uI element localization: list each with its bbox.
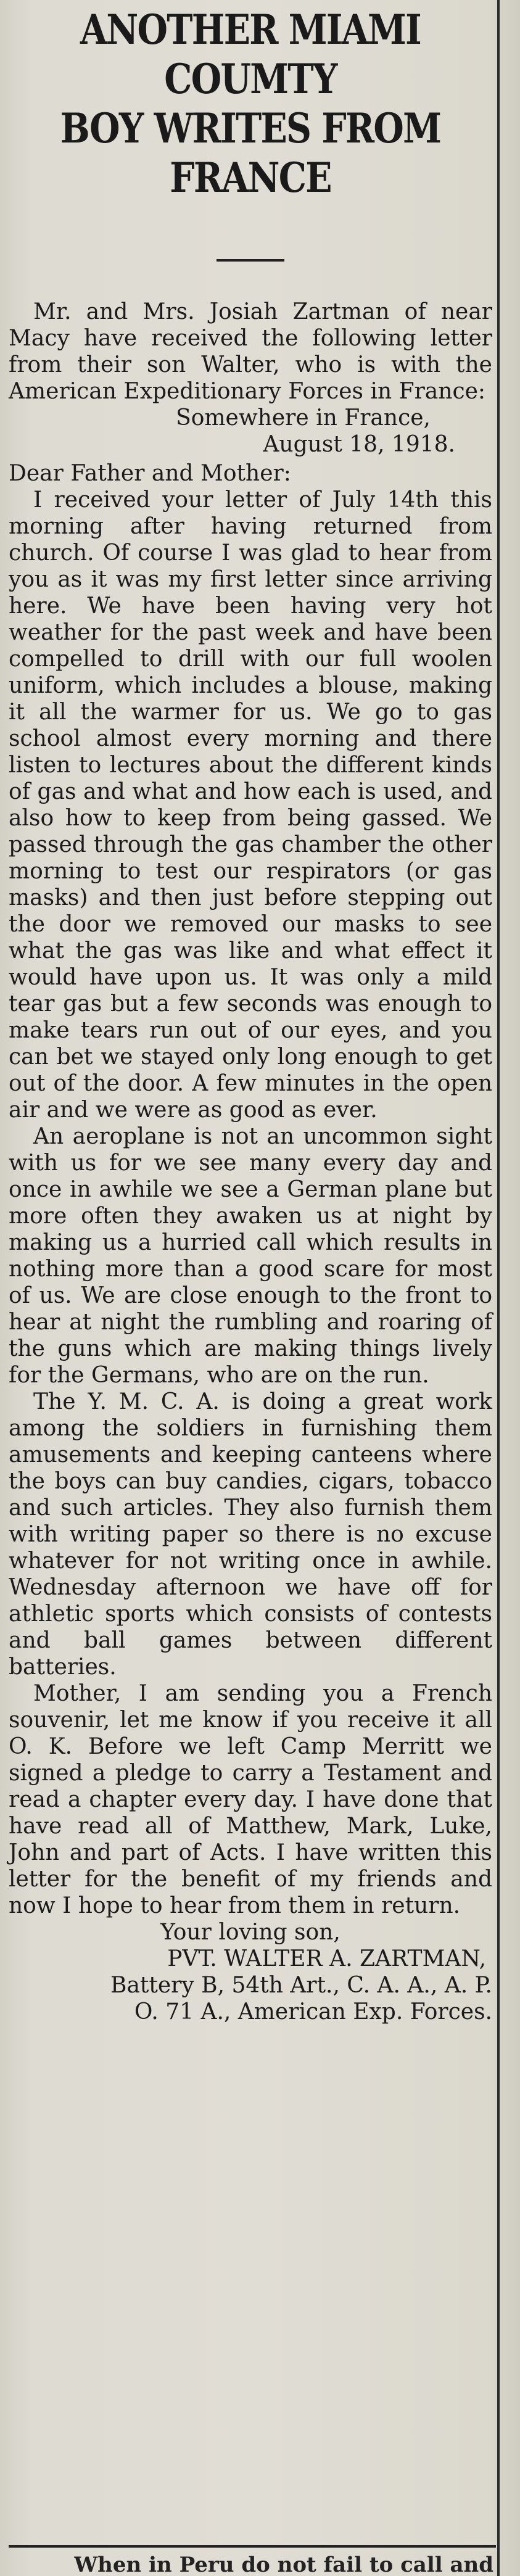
headline-line-1: ANOTHER MIAMI COUMTY — [80, 6, 421, 103]
letter-paragraph-1: I received your letter of July 14th this morning after having returned from church. Of course I was glad to hear from you as it was my first letter since arriving here. We have been having very hot weather for the past week and have been compelled to drill with our full woolen uniform, which includes a blouse, making it all the warmer for us. We go to gas school almost every morning and there listen to lectures about the different kinds of gas and what and how each is used, and also how to keep from being gassed. We passed through the gas chamber the other morning to test our respirators (or gas masks) and then just before stepping out the door we removed our masks to see what the gas was like and what effect it would have upon us. It was only a mild tear gas but a few seconds was enough to make tears run out of our eyes, and you can bet we stayed only long enough to get out of the door. A few minutes in the open air and we were as good as ever. — [9, 487, 492, 1123]
letter-paragraph-4: Mother, I am sending you a French souvenir, let me know if you receive it all O. K. Before we left Camp Merritt we signed a pledge to carry a Testament and read a chapter every day. I have done that have read all of Matthew, Mark, Luke, John and part of Acts. I have written this letter for the benefit of my friends and now I hope to hear from them in return. — [9, 1681, 492, 1918]
column-rule — [497, 0, 500, 2576]
letter-paragraph-3: The Y. M. C. A. is doing a great work among the soldiers in furnishing them amusements and keeping canteens where the boys can buy candies, cigars, tobacco and such articles. They also furnish them with writing paper so there is no excuse whatever for not writing once in awhile. Wednesday afternoon we have off for athletic sports which consists of contests and ball games between different batteries. — [9, 1389, 492, 1680]
letter-paragraph-2: An aeroplane is not an uncommon sight with us for we see many every day and once in awhile we see a German plane but more often they awaken us at night by making us a hurried call which results in nothing more than a good scare for most of us. We are close enough to the front to hear at night the rumbling and roaring of the guns which are making things lively for the Germans, who are on the run. — [9, 1124, 492, 1388]
letter-closing — [9, 1919, 492, 2025]
address-line-2: O. 71 A., American Exp. Forces. — [134, 1999, 492, 2025]
bottom-rule — [9, 2545, 496, 2548]
dateline-date: August 18, 1918. — [263, 432, 455, 457]
intro-paragraph: Mr. and Mrs. Josiah Zartman of near Macy have received the following letter from their son Walter, who is with the American Expeditionary Forces in France: — [9, 299, 492, 404]
next-article-fragment: When in Peru do not fail to call and — [74, 2553, 493, 2576]
dateline-place: Somewhere in France, — [176, 405, 431, 431]
headline — [43, 5, 458, 202]
adjacent-column-right-fragments — [501, 0, 520, 2576]
headline-divider — [217, 259, 284, 262]
address-line-1: Battery B, 54th Art., C. A. A., A. P. — [110, 1973, 492, 1998]
article-body — [9, 299, 492, 1919]
valediction: Your loving son, — [160, 1920, 340, 1945]
headline-line-2: BOY WRITES FROM FRANCE — [60, 104, 441, 202]
letter-salutation: Dear Father and Mother: — [9, 461, 291, 486]
letter-dateline — [9, 405, 492, 458]
signature: PVT. WALTER A. ZARTMAN, — [167, 1946, 486, 1971]
article — [9, 0, 492, 2025]
